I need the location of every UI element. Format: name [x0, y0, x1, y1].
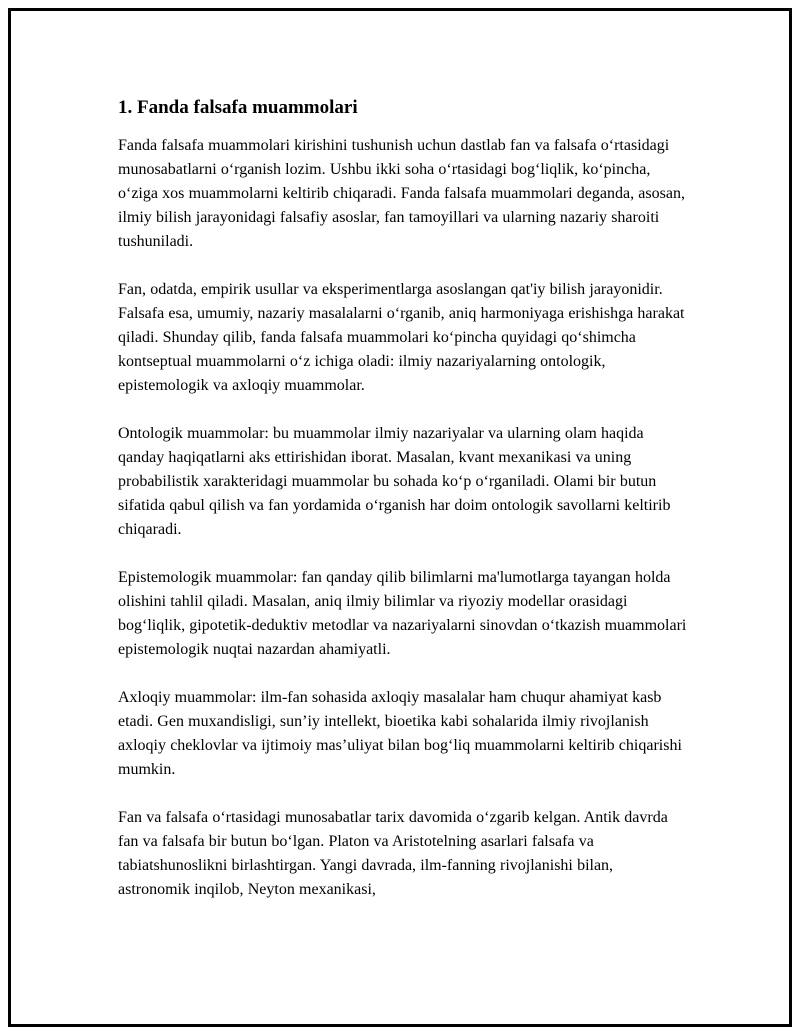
paragraph-historical-relationship: Fan va falsafa o‘rtasidagi munosabatlar tarix davomida o‘zgarib kelgan. Antik davrda fan va falsafa bir butun bo‘lgan. Platon va Aristotelning asarlari falsafa va tabiatshunoslikni birlashtirgan. Yangi davrada, ilm-fanning rivojlanishi bilan, astronomik inqilob, Neyton mexanikasi, [118, 809, 668, 898]
section-heading: 1. Fanda falsafa muammolari [118, 97, 358, 118]
paragraph-introduction: Fanda falsafa muammolari kirishini tushunish uchun dastlab fan va falsafa o‘rtasidagi munosabatlarni o‘rganish lozim. Ushbu ikki soha o‘rtasidagi bog‘liqlik, ko‘pincha, o‘ziga xos muammolarni keltirib chiqaradi. Fanda falsafa muammolari deganda, asosan, ilmiy bilish jarayonidagi falsafiy asoslar, fan tamoyillari va ularning nazariy sharoiti tushuniladi. [118, 137, 685, 250]
paragraph-ontological-problems: Ontologik muammolar: bu muammolar ilmiy nazariyalar va ularning olam haqida qanday haqiqatlarni aks ettirishidan iborat. Masalan, kvant mexanikasi va uning probabilistik xarakteridagi muammolar bu sohada ko‘p o‘rganiladi. Olami bir butun sifatida qabul qilish va fan yordamida o‘rganish har doim ontologik savollarni keltirib chiqaradi. [118, 425, 671, 538]
paragraph-science-philosophy: Fan, odatda, empirik usullar va eksperimentlarga asoslangan qat'iy bilish jarayonidir. Falsafa esa, umumiy, nazariy masalalarni o‘rganib, aniq harmoniyaga erishishga harakat qiladi. Shunday qilib, fanda falsafa muammolari ko‘pincha quyidagi qo‘shimcha kontseptual muammolarni o‘z ichiga oladi: ilmiy nazariyalarning ontologik, epistemologik va axloqiy muammolar. [118, 281, 685, 394]
paragraph-epistemological-problems: Epistemologik muammolar: fan qanday qilib bilimlarni ma'lumotlarga tayangan holda olishini tahlil qiladi. Masalan, aniq ilmiy bilimlar va riyoziy modellar orasidagi bog‘liqlik, gipotetik-deduktiv metodlar va nazariyalarni sinovdan o‘tkazish muammolari epistemologik nuqtai nazardan ahamiyatli. [118, 569, 687, 658]
document-content [118, 96, 688, 926]
paragraph-ethical-problems: Axloqiy muammolar: ilm-fan sohasida axloqiy masalalar ham chuqur ahamiyat kasb etadi. Gen muxandisligi, sun’iy intellekt, bioetika kabi sohalarida ilmiy rivojlanish axloqiy cheklovlar va ijtimoiy mas’uliyat bilan bog‘liq muammolarni keltirib chiqarishi mumkin. [118, 689, 682, 778]
